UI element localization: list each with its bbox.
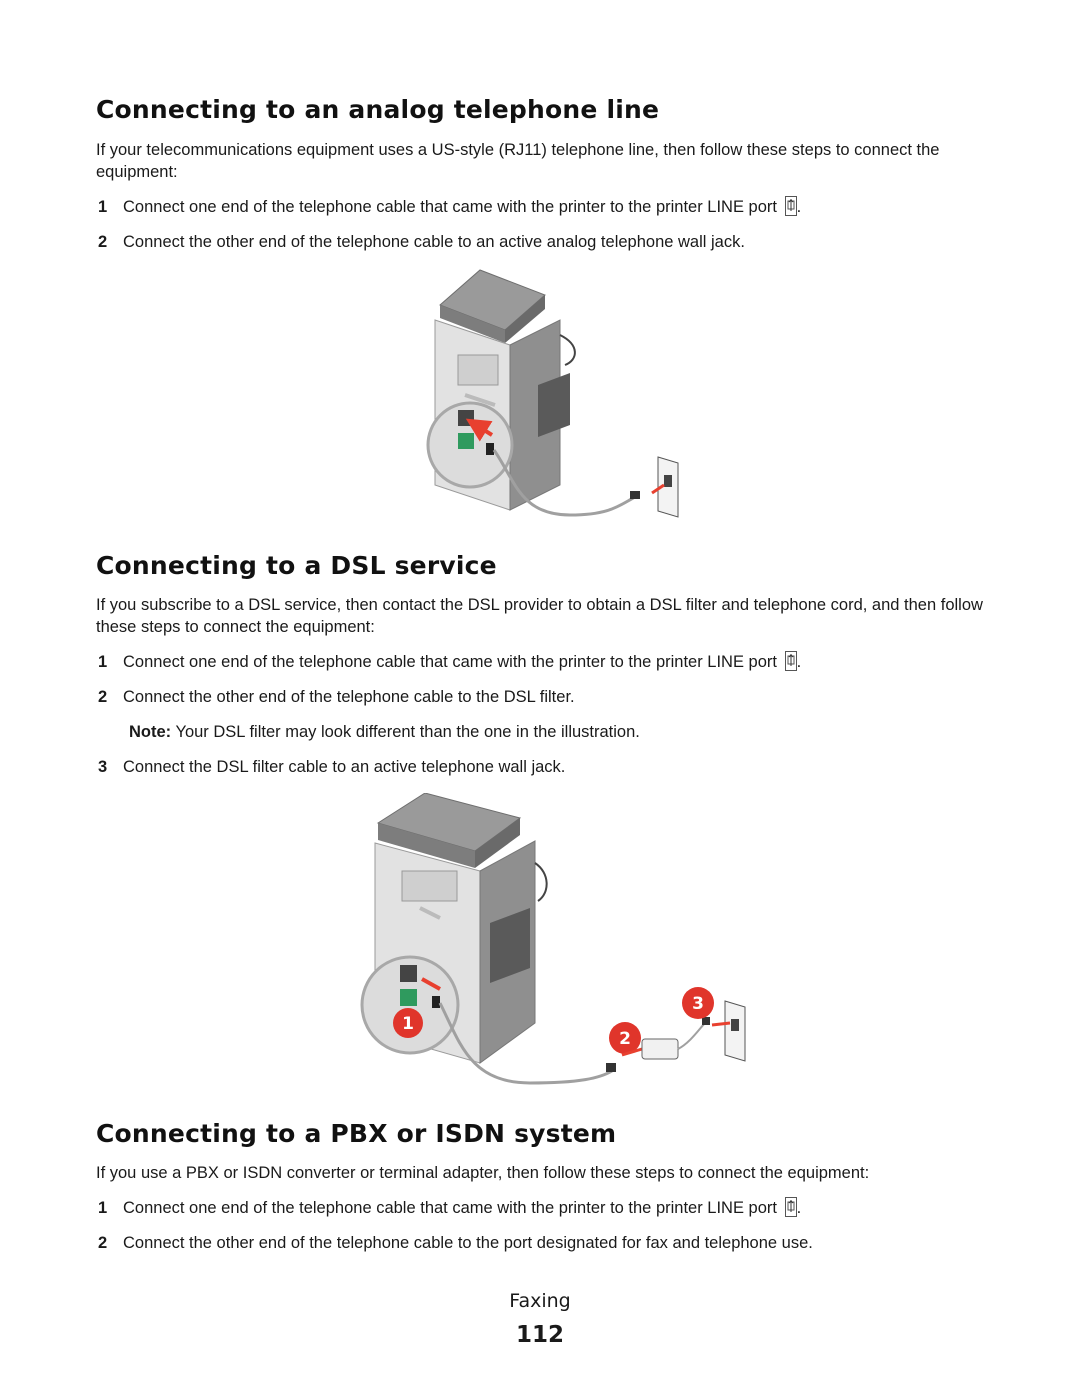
step-text: Connect the other end of the telephone cable to the port designated for fax and telephone use.	[123, 1234, 813, 1252]
section-intro-dsl: If you subscribe to a DSL service, then contact the DSL provider to obtain a DSL filter and telephone cord, and then follow these steps to connect the equipment:	[96, 596, 983, 636]
step-number: 1	[98, 1199, 108, 1217]
step-analog-1	[98, 196, 998, 222]
step-text: Connect the other end of the telephone cable to the DSL filter.	[123, 688, 575, 706]
section-title-pbx: Connecting to a PBX or ISDN system	[96, 1119, 617, 1148]
section-intro-analog: If your telecommunications equipment uses a US-style (RJ11) telephone line, then follow these steps to connect the equipment:	[96, 141, 940, 181]
step-number: 3	[98, 758, 108, 776]
dsl-note	[129, 721, 640, 743]
note-text: Your DSL filter may look different than the one in the illustration.	[171, 723, 640, 741]
page-number: 112	[515, 1322, 564, 1348]
step-suffix: .	[796, 653, 802, 671]
step-number: 2	[98, 233, 108, 251]
step-pbx-2	[98, 1232, 998, 1254]
line-port-icon	[785, 651, 797, 677]
step-number: 2	[98, 688, 108, 706]
section-intro-pbx: If you use a PBX or ISDN converter or terminal adapter, then follow these steps to connect the equipment:	[96, 1164, 870, 1182]
step-number: 2	[98, 1234, 108, 1252]
step-text: Connect one end of the telephone cable that came with the printer to the printer LINE port	[123, 653, 777, 671]
section-title-analog: Connecting to an analog telephone line	[96, 95, 660, 124]
step-text: Connect the DSL filter cable to an active telephone wall jack.	[123, 758, 566, 776]
callout-1: 1	[402, 1014, 414, 1034]
step-number: 1	[98, 198, 108, 216]
step-pbx-1	[98, 1197, 998, 1223]
note-label: Note:	[129, 723, 172, 741]
dsl-connection-illustration	[360, 793, 760, 1093]
line-port-icon	[785, 1197, 797, 1223]
step-text: Connect one end of the telephone cable that came with the printer to the printer LINE port	[123, 198, 777, 216]
step-text: Connect one end of the telephone cable that came with the printer to the printer LINE port	[123, 1199, 777, 1217]
callout-2: 2	[619, 1029, 631, 1049]
callout-3: 3	[692, 994, 704, 1014]
line-port-icon	[785, 196, 797, 222]
analog-connection-illustration	[420, 265, 690, 530]
step-number: 1	[98, 653, 108, 671]
step-text: Connect the other end of the telephone cable to an active analog telephone wall jack.	[123, 233, 745, 251]
footer-section-name: Faxing	[509, 1290, 571, 1312]
step-dsl-1	[98, 651, 998, 677]
step-suffix: .	[796, 1199, 802, 1217]
step-analog-2	[98, 231, 998, 253]
step-dsl-2	[98, 686, 998, 708]
step-suffix: .	[796, 198, 802, 216]
step-dsl-3	[98, 756, 998, 778]
section-title-dsl: Connecting to a DSL service	[96, 551, 497, 580]
